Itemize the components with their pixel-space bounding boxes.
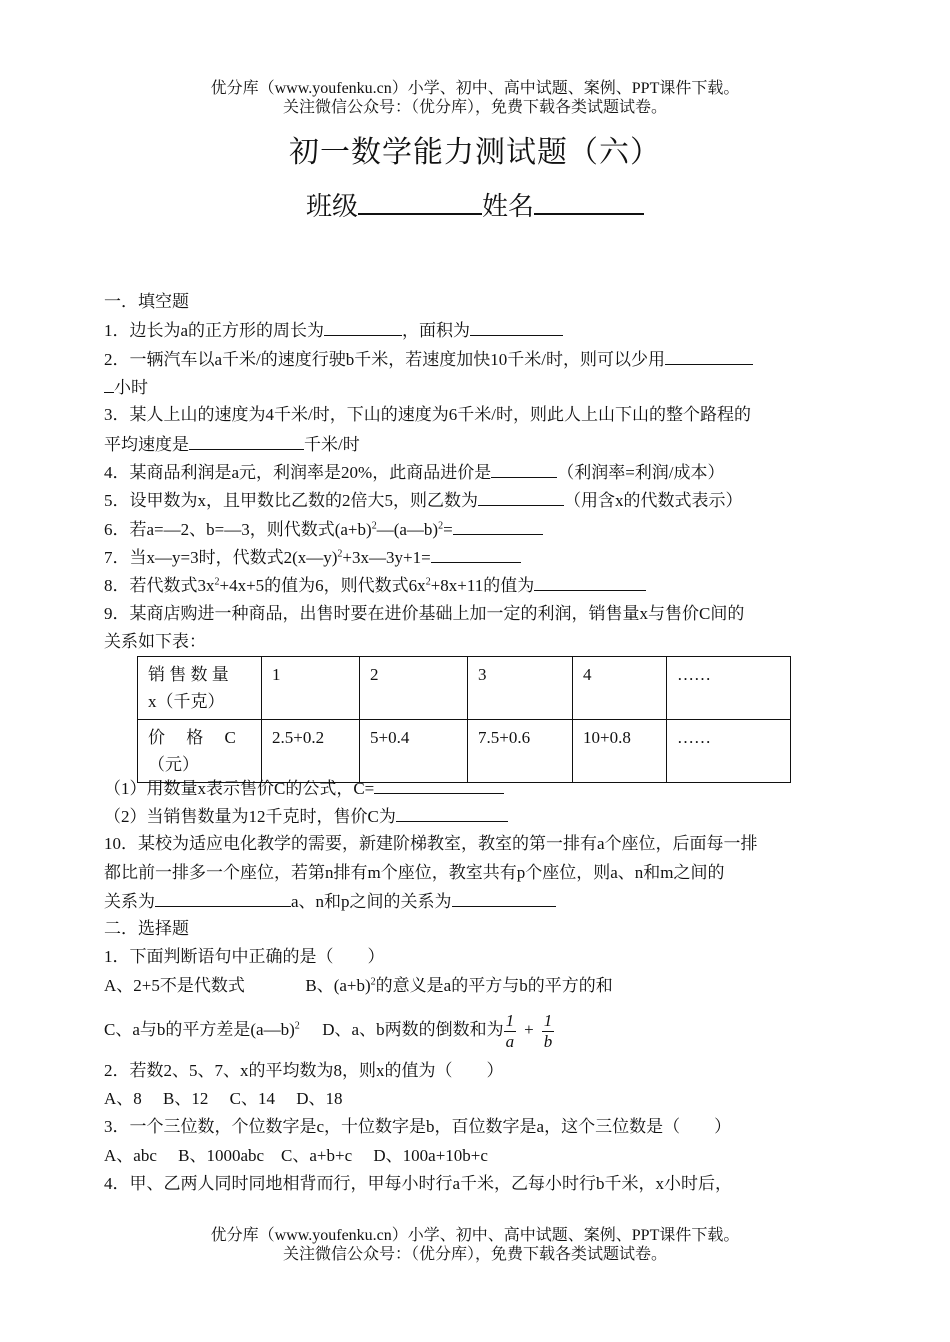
table-head-price [138, 720, 262, 783]
q3-text-c: 千米/时 [304, 435, 360, 454]
q2-text-b: 小时 [114, 378, 148, 397]
question-9-part-2 [104, 805, 508, 828]
head-price-l1: 价 格 C [148, 728, 236, 747]
head-price-l2: （元） [148, 755, 199, 774]
q3-text-b: 平均速度是 [104, 435, 189, 454]
head-qty-l1: 销 售 数 量 [148, 665, 229, 684]
q5-text-b: （用含x的代数式表示） [564, 491, 743, 510]
choice-4: 4．甲、乙两人同时同地相背而行，甲每小时行a千米，乙每小时行b千米，x小时后， [104, 1174, 733, 1193]
question-4 [104, 461, 725, 484]
name-blank [534, 189, 644, 215]
class-label: 班级 [305, 192, 358, 221]
q1-text-b: ，面积为 [402, 321, 471, 340]
sales-price-table [137, 656, 791, 783]
table-cell: …… [667, 720, 791, 783]
q7-text-b: +3x—3y+1= [342, 548, 431, 567]
q7-sup: 2 [337, 548, 343, 560]
q6-sup-1: 2 [371, 520, 377, 532]
plus-sign: + [524, 1020, 534, 1039]
question-6 [104, 518, 543, 541]
question-9-part-1 [104, 777, 504, 800]
q8-text-b: +4x+5的值为6，则代数式6x [219, 576, 426, 595]
frac-den-b: b [543, 1031, 553, 1051]
q1-blank-2 [470, 319, 563, 336]
q8-text-a: 8．若代数式3x [104, 576, 215, 595]
q2-blank-cont [104, 376, 114, 393]
question-10-cont-1: 都比前一排多一个座位，若第n排有m个座位，教室共有p个座位，则a、n和m之间的 [104, 863, 725, 882]
frac-den-a: a [505, 1031, 515, 1051]
footer-line-1: 优分库（www.youfenku.cn）小学、初中、高中试题、案例、PPT课件下载。 [210, 1227, 740, 1244]
c1-option-d: D、a、b两数的倒数和为 [322, 1020, 504, 1039]
table-cell: 10+0.8 [573, 720, 667, 783]
q7-blank [431, 546, 521, 563]
question-9: 9．某商店购进一种商品，出售时要在进价基础上加一定的利润，销售量x与售价C间的 [104, 604, 745, 623]
q8-sup-1: 2 [214, 576, 220, 588]
question-5 [104, 489, 743, 512]
name-label: 姓名 [482, 192, 535, 221]
head-qty-l2: x（千克） [148, 692, 225, 711]
q10-text-c: 关系为 [104, 892, 155, 911]
fraction-1-over-a [504, 1011, 517, 1052]
question-10-cont-2 [104, 890, 556, 913]
question-9-cont: 关系如下表： [104, 632, 206, 651]
frac-num-2: 1 [543, 1010, 553, 1030]
q6-text-a: 6．若a=—2、b=—3，则代数式(a+b) [104, 520, 372, 539]
table-cell: 4 [573, 657, 667, 720]
table-cell: 2 [360, 657, 468, 720]
header-line-2: 关注微信公众号：（优分库），免费下载各类试题试卷。 [282, 99, 667, 116]
q6-text-c: = [443, 520, 453, 539]
q1-blank-1 [324, 319, 402, 336]
question-3: 3．某人上山的速度为4千米/时，下山的速度为6千米/时，则此人上山下山的整个路程的 [104, 405, 751, 424]
q4-text: 4．某商品利润是a元，利润率是20%，此商品进价是 [104, 463, 492, 482]
c1-option-a: A、2+5不是代数式 [104, 976, 245, 995]
q4-text-b: （利润率=利润/成本） [557, 463, 725, 482]
c1-sup-b: 2 [370, 976, 376, 988]
section-1-heading: 一．填空题 [104, 292, 189, 311]
q10-blank-2 [452, 890, 556, 907]
table-head-quantity [138, 657, 262, 720]
choice-1-options-cd [104, 1007, 554, 1053]
q9-1-text: （1）用数量x表示售价C的公式，C= [104, 779, 375, 798]
page-title: 初一数学能力测试题（六） [289, 136, 661, 169]
question-10: 10．某校为适应电化教学的需要，新建阶梯教室，教室的第一排有a个座位，后面每一排 [104, 834, 758, 853]
q2-text: 2．一辆汽车以a千米/的速度行驶b千米，若速度加快10千米/时，则可以少用 [104, 350, 665, 369]
choice-3: 3．一个三位数，个位数字是c，十位数字是b，百位数字是a，这个三位数是（ ） [104, 1117, 732, 1136]
q5-text: 5．设甲数为x，且甲数比乙数的2倍大5，则乙数为 [104, 491, 478, 510]
fraction-1-over-b [542, 1011, 555, 1052]
c1-sup-c: 2 [294, 1020, 300, 1032]
question-7 [104, 546, 521, 569]
q1-text: 1．边长为a的正方形的周长为 [104, 321, 325, 340]
q10-blank-1 [155, 890, 291, 907]
choice-3-options: A、abc B、1000abc C、a+b+c D、100a+10b+c [104, 1146, 488, 1165]
c1-option-b-b: 的意义是a的平方与b的平方的和 [375, 976, 613, 995]
frac-num-1: 1 [505, 1010, 515, 1030]
q8-sup-2: 2 [425, 576, 431, 588]
table-cell: 3 [468, 657, 573, 720]
q7-text-a: 7．当x—y=3时，代数式2(x—y) [104, 548, 338, 567]
q6-blank [453, 518, 543, 535]
c1-option-c: C、a与b的平方差是(a—b) [104, 1020, 295, 1039]
q8-text-c: +8x+11的值为 [430, 576, 535, 595]
q2-blank [665, 348, 753, 365]
footer-line-2: 关注微信公众号：（优分库），免费下载各类试题试卷。 [282, 1246, 667, 1263]
table-cell: 2.5+0.2 [262, 720, 360, 783]
q6-text-b: —(a—b) [376, 520, 439, 539]
question-2 [104, 348, 753, 371]
choice-2: 2．若数2、5、7、x的平均数为8，则x的值为（ ） [104, 1061, 504, 1080]
question-2-cont [104, 376, 148, 399]
c1-option-b-a: B、(a+b) [305, 976, 371, 995]
q6-sup-2: 2 [438, 520, 444, 532]
q8-blank [534, 574, 646, 591]
table-cell: 5+0.4 [360, 720, 468, 783]
table-row [138, 720, 791, 783]
q9-2-text: （2）当销售数量为12千克时，售价C为 [104, 807, 396, 826]
table-cell: 1 [262, 657, 360, 720]
question-3-cont [104, 433, 360, 456]
table-cell: 7.5+0.6 [468, 720, 573, 783]
table-row [138, 657, 791, 720]
class-blank [358, 189, 482, 215]
section-2-heading: 二．选择题 [104, 919, 189, 938]
q10-text-d: a、n和p之间的关系为 [291, 892, 452, 911]
q9-1-blank [374, 777, 504, 794]
header-line-1: 优分库（www.youfenku.cn）小学、初中、高中试题、案例、PPT课件下载。 [210, 80, 740, 97]
choice-1-options-ab [104, 975, 613, 997]
q5-blank [478, 489, 564, 506]
choice-1: 1．下面判断语句中正确的是（ ） [104, 947, 385, 966]
q9-2-blank [396, 805, 508, 822]
q3-blank [189, 433, 304, 450]
class-name-line [0, 186, 950, 223]
q4-blank [491, 461, 557, 478]
question-8 [104, 574, 646, 597]
choice-2-options: A、8 B、12 C、14 D、18 [104, 1089, 343, 1108]
table-cell: …… [667, 657, 791, 720]
question-1 [104, 319, 563, 342]
